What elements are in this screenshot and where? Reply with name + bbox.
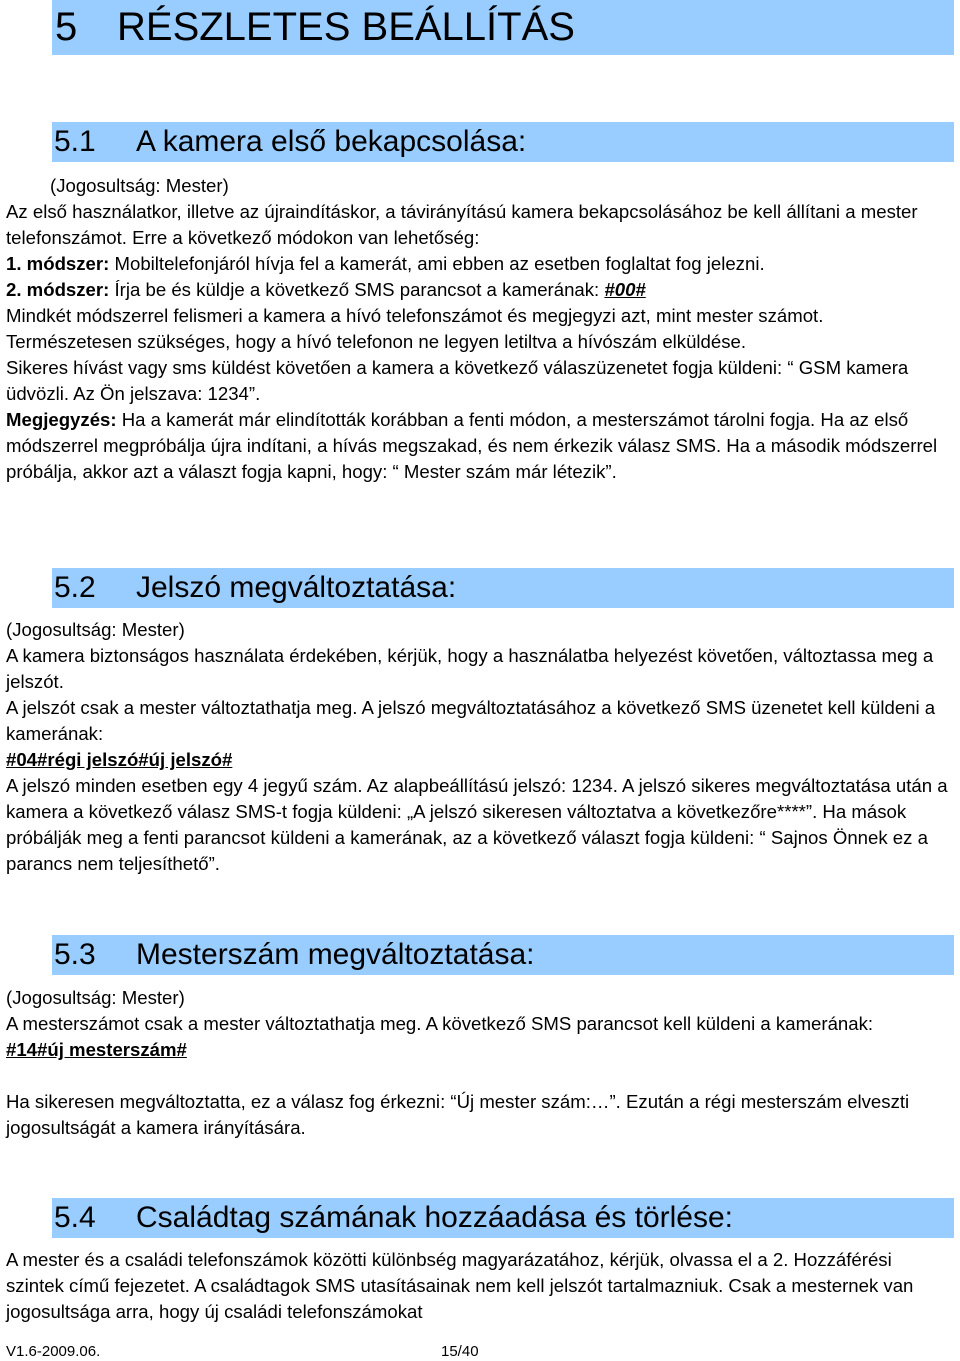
note-label: Megjegyzés: [6,409,117,430]
section-5-3-body [6,985,954,1141]
note-text: Ha a kamerát már elindították korábban a fenti módon, a mesterszámot tárolni fogja. Ha az első módszerrel megpróbálja újra indítani, a hívás megszakad, és nem érkezik válasz SMS. Ha a második módszerrel próbálja, akkor azt a választ fogja kapni, hogy: “ Mester szám már létezik”. [6,409,938,482]
paragraph: A jelszó minden esetben egy 4 jegyű szám. Az alapbeállítású jelszó: 1234. A jelszó sikeres megváltoztatása után a kamera a következő válasz SMS-t fogja küldeni: „A jelszó sikeresen változtatva a következőre****”. Ha mások próbálják meg a fenti parancsot küldeni a kamerának, az a következő választ fogja küldeni: “ Sajnos Önnek ez a parancs nem teljesíthető”. [6,775,948,874]
paragraph: A jelszót csak a mester változtathatja meg. A jelszó megváltoztatásához a következő SMS üzenetet kell küldeni a kamerának: [6,697,936,744]
section-number: 5.3 [54,938,96,971]
note-paragraph [6,407,954,485]
section-title: Mesterszám megváltoztatása: [136,938,535,971]
method-1-text: Mobiltelefonjáról hívja fel a kamerát, ami ebben az esetben foglaltat fog jelezni. [109,253,765,274]
success-paragraph: Sikeres hívást vagy sms küldést követően a kamera a következő válaszüzenetet fogja küldeni: “ GSM kamera üdvözli. Az Ön jelszava: 1234”. [6,357,909,404]
sms-code: #14#új mesterszám# [6,1039,187,1060]
permission-note: (Jogosultság: Mester) [6,987,185,1008]
sms-code: #04#régi jelszó#új jelszó# [6,749,233,770]
section-title: Jelszó megváltoztatása: [136,571,457,604]
section-5-1-heading [52,122,954,162]
chapter-heading [52,0,954,55]
method-1-paragraph [6,251,954,277]
both-methods-paragraph: Mindkét módszerrel felismeri a kamera a hívó telefonszámot és megjegyzi azt, mint mester számot. Természetesen szükséges, hogy a hívó telefonon ne legyen letiltva a hívószám elküldése. [6,305,824,352]
paragraph: Ha sikeresen megváltoztatta, ez a válasz fog érkezni: “Új mester szám:…”. Ezután a régi mesterszám elveszti jogosultságát a kamera irányítására. [6,1091,910,1138]
paragraph: A kamera biztonságos használata érdekében, kérjük, hogy a használatba helyezést követően, változtassa meg a jelszót. [6,645,934,692]
spacer [6,1063,954,1089]
footer-page-number: 15/40 [441,1343,479,1360]
chapter-number: 5 [55,5,78,49]
section-5-2-heading [52,568,954,608]
sms-code: #00# [604,279,646,300]
section-5-4-body [6,1247,954,1325]
method-2-paragraph [6,277,954,303]
paragraph: A mester és a családi telefonszámok közötti különbség magyarázatához, kérjük, olvassa el a 2. Hozzáférési szintek című fejezetet. A családtagok SMS utasításainak nem kell jelszót tartalmazniuk. Csak a mesternek van jogosultsága arra, hogy új családi telefonszámokat [6,1249,914,1322]
intro-paragraph: Az első használatkor, illetve az újraindításkor, a távirányítású kamera bekapcsolásához be kell állítani a mester telefonszámot. Erre a következő módokon van lehetőség: [6,201,918,248]
section-number: 5.2 [54,571,96,604]
section-title: Családtag számának hozzáadása és törlése: [136,1201,734,1234]
method-2-label: 2. módszer: [6,279,110,300]
section-number: 5.1 [54,125,96,158]
footer-version: V1.6-2009.06. [6,1343,101,1360]
section-5-3-heading [52,935,954,975]
section-5-4-heading [52,1198,954,1238]
method-2-text: Írja be és küldje a következő SMS parancsot a kamerának: [109,279,605,300]
method-1-label: 1. módszer: [6,253,110,274]
chapter-title: RÉSZLETES BEÁLLÍTÁS [117,5,575,49]
section-number: 5.4 [54,1201,96,1234]
section-title: A kamera első bekapcsolása: [136,125,527,158]
permission-note: (Jogosultság: Mester) [6,619,185,640]
section-5-1-body [6,173,954,485]
paragraph: A mesterszámot csak a mester változtathatja meg. A következő SMS parancsot kell küldeni a kamerának: [6,1013,874,1034]
section-5-2-body [6,617,954,877]
permission-note: (Jogosultság: Mester) [50,175,229,196]
